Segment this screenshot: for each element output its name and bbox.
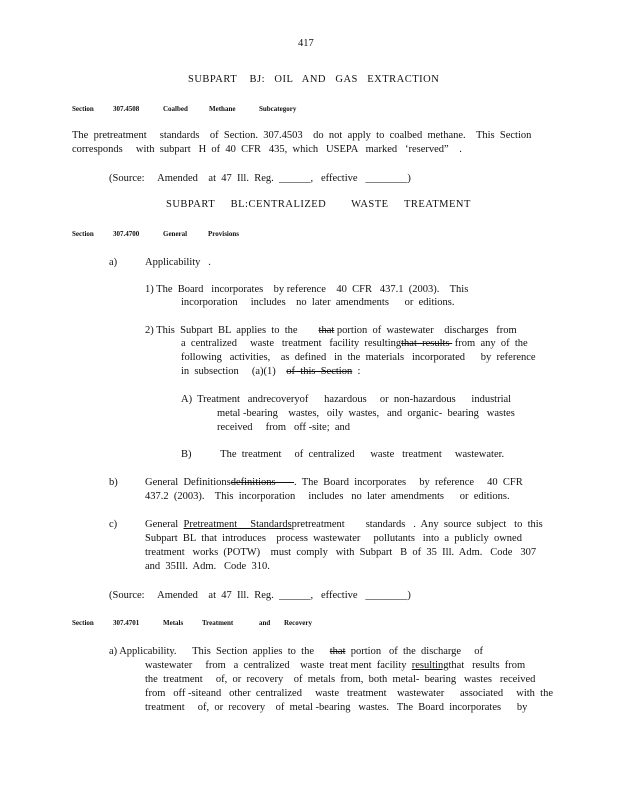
deleted-text: that	[318, 325, 335, 336]
section-heading-word: Treatment	[202, 619, 234, 627]
body-line: wastewater from a centralized waste treat ment facility resultingthat results from	[145, 660, 526, 671]
section-heading-word: Provisions	[208, 230, 239, 238]
deleted-text: definitions	[230, 477, 295, 488]
section-label: Section	[72, 105, 94, 113]
body-line: and 35Ill. Adm. Code 310.	[145, 561, 270, 572]
body-line: A) Treatment andrecoveryof hazardous or non-hazardous industrial	[181, 394, 512, 405]
source-note: (Source: Amended at 47 Ill. Reg. ______, effective ________)	[109, 173, 411, 184]
section-heading-word: Methane	[209, 105, 236, 113]
section-label: Section	[72, 619, 94, 627]
section-label: Section	[72, 230, 94, 238]
subpart-bj-title: SUBPART BJ: OIL AND GAS EXTRACTION	[188, 74, 440, 85]
body-line: 437.2 (2003). This incorporation includes no later amendments or editions.	[145, 491, 510, 502]
subsection-label: a)	[109, 257, 118, 268]
subsection-title: Applicability .	[145, 257, 211, 268]
inserted-text: resulting	[411, 660, 449, 671]
deleted-text: that	[401, 338, 423, 349]
body-line: from off -siteand other centralized waste treatment wastewater associated with the	[145, 688, 553, 699]
inserted-text: Pretreatment Standards	[183, 519, 292, 530]
source-note: (Source: Amended at 47 Ill. Reg. ______, effective ________)	[109, 590, 411, 601]
deleted-text: results	[422, 338, 453, 349]
body-line: a centralized waste treatment facility resultingthat results from any of the	[181, 338, 528, 349]
page-number: 417	[298, 38, 314, 49]
body-line: B) The treatment of centralized waste treatment wastewater.	[181, 449, 505, 460]
body-line: treatment of, or recovery of metal -bearing wastes. The Board incorporates by	[145, 702, 528, 713]
body-line: treatment works (POTW) must comply with Subpart B of 35 Ill. Adm. Code 307	[145, 547, 537, 558]
body-line: corresponds with subpart H of 40 CFR 435, which USEPA marked ‘reserved” .	[72, 144, 462, 155]
section-number: 307.4701	[113, 619, 140, 627]
section-heading-word: Subcategory	[259, 105, 297, 113]
deleted-text: of this Section	[286, 366, 353, 377]
body-line: a) Applicability. This Section applies to the that portion of the discharge of	[109, 646, 483, 657]
section-heading-word: Recovery	[284, 619, 312, 627]
body-line: The pretreatment standards of Section. 307.4503 do not apply to coalbed methane. This Section	[72, 130, 532, 141]
subpart-bl-title: SUBPART BL:CENTRALIZED WASTE TREATMENT	[166, 199, 471, 210]
section-heading-word: and	[259, 619, 271, 627]
body-line: received from off -site; and	[217, 422, 351, 433]
section-heading-word: General	[163, 230, 188, 238]
body-line: incorporation includes no later amendments or editions.	[181, 297, 455, 308]
body-line: Subpart BL that introduces process wastewater pollutants into a publicly owned	[145, 533, 522, 544]
section-number: 307.4700	[113, 230, 140, 238]
body-line: the treatment of, or recovery of metals from, both metal- bearing wastes received	[145, 674, 536, 685]
body-line: General Pretreatment Standardspretreatment standards . Any source subject to this	[145, 519, 543, 530]
section-number: 307.4508	[113, 105, 140, 113]
body-line: in subsection (a)(1) of this Section :	[181, 366, 361, 377]
section-heading-word: Coalbed	[163, 105, 188, 113]
body-line: 1) The Board incorporates by reference 40 CFR 437.1 (2003). This	[145, 284, 469, 295]
body-line: 2) This Subpart BL applies to the that portion of wastewater discharges from	[145, 325, 517, 336]
body-line: metal -bearing wastes, oily wastes, and organic- bearing wastes	[217, 408, 515, 419]
body-line: General Definitionsdefinitions . The Board incorporates by reference 40 CFR	[145, 477, 523, 488]
body-line: following activities, as defined in the materials incorporated by reference	[181, 352, 536, 363]
section-heading-word: Metals	[163, 619, 184, 627]
subsection-label: b)	[109, 477, 118, 488]
deleted-text: that	[329, 646, 346, 657]
subsection-label: c)	[109, 519, 118, 530]
